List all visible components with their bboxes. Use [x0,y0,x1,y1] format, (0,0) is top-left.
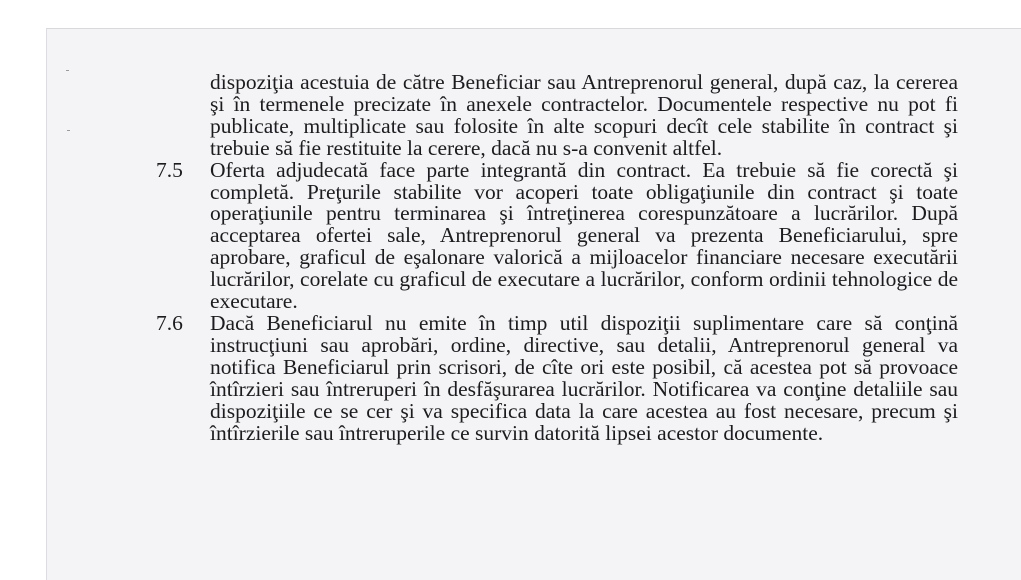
clause-number: 7.5 [156,157,183,182]
clause-7-6 [156,310,958,445]
clause-7-5 [156,157,958,314]
clause-text: Dacă Beneficiarul nu emite în timp util dispoziţii suplimentare care să conţină instrucţiuni sau aprobări, ordine, directive, sau detalii, Antreprenorul general va notifica Beneficiarul prin scrisori, de cîte ori este posibil, că acestea pot să provoace întîrzieri sau întreruperi în desfăşurarea lucrărilor. Notificarea va conţine detaliile sau dispoziţiile ce se cer şi va specifica data la care acestea au fost necesare, precum şi întîrzierile sau întreruperile ce survin datorită lipsei acestor documente. [210,310,958,445]
clause-number: 7.6 [156,310,183,335]
margin-speck [67,130,70,131]
continuation-paragraph: dispoziţia acestuia de către Beneficiar sau Antreprenorul general, după caz, la cererea şi în termenele precizate în anexele contractelor. Documentele respective nu pot fi publicate, multiplicate sau folosite în alte scopuri decît cele stabilite în contract şi trebuie să fie restituite la cerere, dacă nu s-a convenit altfel. [210,70,958,160]
document-body [156,70,958,445]
margin-speck [66,70,69,71]
clause-text: Oferta adjudecată face parte integrantă din contract. Ea trebuie să fie corectă şi completă. Preţurile stabilite vor acoperi toate obligaţiunile din contract şi toate operaţiunile pentru terminarea şi întreţinerea corespunzătoare a lucrărilor. După acceptarea ofertei sale, Antreprenorul general va prezenta Beneficiarului, spre aprobare, graficul de eşalonare valorică a mijloacelor financiare necesare executării lucrărilor, corelate cu graficul de executare a lucrărilor, conform ordinii tehnologice de executare. [210,157,958,314]
